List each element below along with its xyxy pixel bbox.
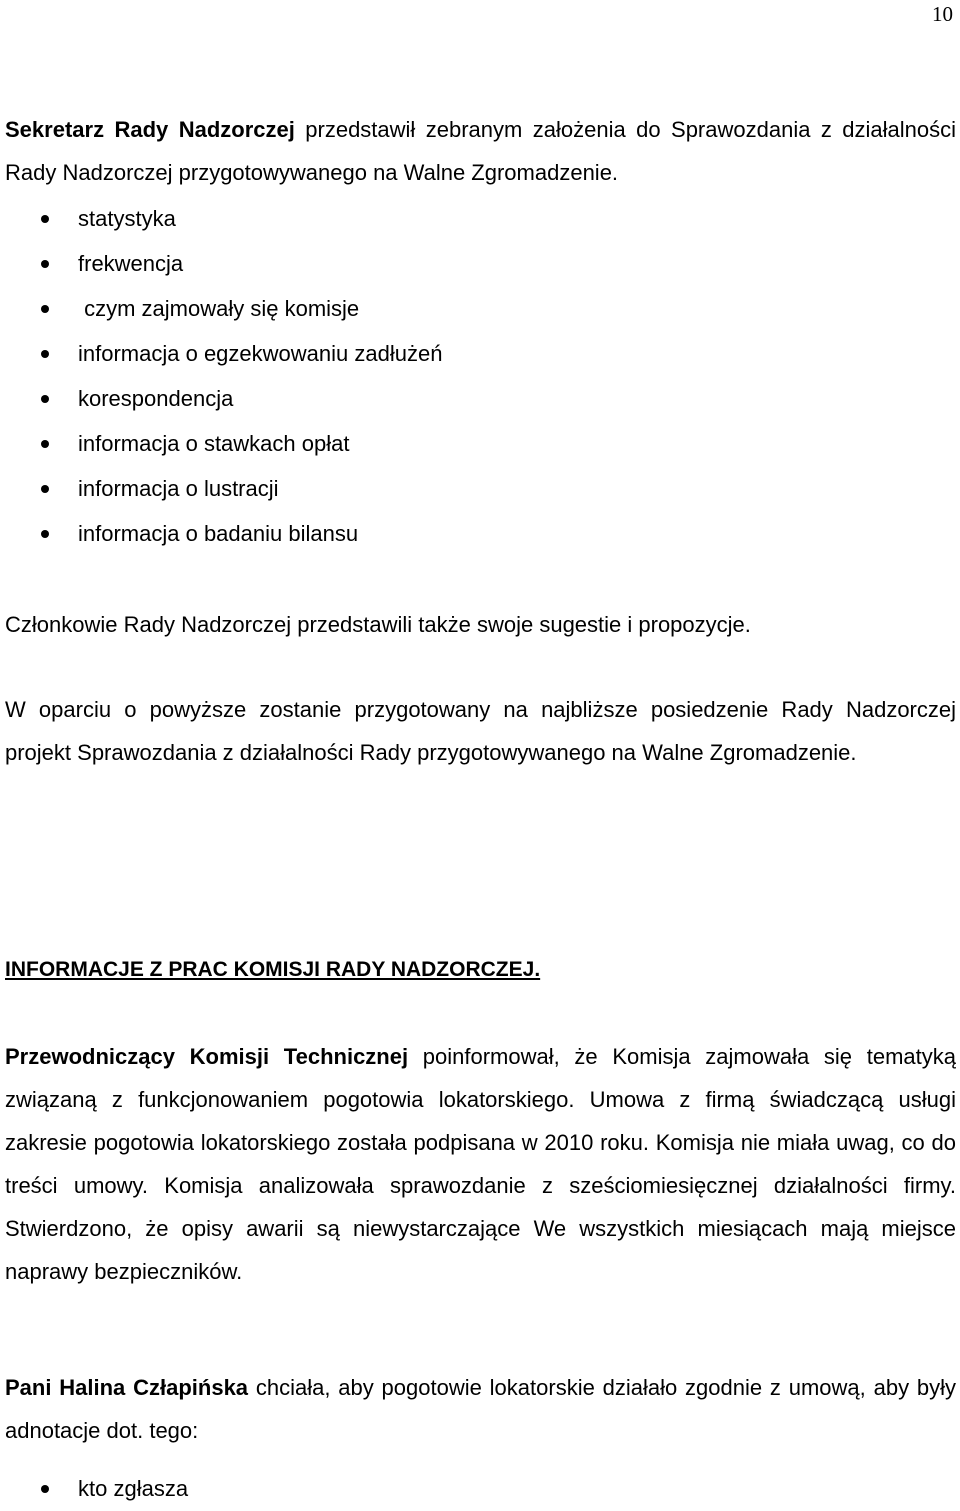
intro-text: przedstawił zebranym założenia do Sprawozdania z działalności Rady Nadzorczej przygotowywanego na Walne Zgromadzenie.: [5, 117, 957, 185]
technical-text: poinformował, że Komisja zajmowała się tematyką związaną z funkcjonowaniem pogotowia lokatorskiego. Umowa z firmą świadczącą usługi zakresie pogotowia lokatorskiego została podpisana w 2010 roku. Komisja nie miała uwag, co do treści umowy. Komisja analizowała sprawozdanie z sześciomiesięcznej działalności firmy. Stwierdzono, że opisy awarii są niewystarczające We wszystkich miesiącach mają miejsce naprawy bezpieczników.: [5, 1044, 956, 1284]
list-item: informacja o stawkach opłat: [0, 421, 442, 466]
list-item: korespondencja: [0, 376, 442, 421]
technical-speaker: Przewodniczący Komisji Technicznej: [5, 1044, 409, 1069]
list-item: kto zgłasza: [0, 1466, 188, 1511]
halina-paragraph: [5, 1366, 956, 1452]
list-item: informacja o lustracji: [0, 466, 442, 511]
list-item: informacja o egzekwowaniu zadłużeń: [0, 331, 442, 376]
intro-speaker: Sekretarz Rady Nadzorczej: [5, 117, 295, 142]
section-heading: INFORMACJE Z PRAC KOMISJI RADY NADZORCZEJ.: [5, 958, 541, 981]
halina-list: [0, 1466, 188, 1511]
page-number: 10: [932, 2, 953, 26]
bullet-icon: [41, 350, 49, 358]
list-item: statystyka: [0, 196, 442, 241]
bullet-icon: [41, 305, 49, 313]
bullet-icon: [41, 395, 49, 403]
bullet-icon: [41, 485, 49, 493]
halina-speaker: Pani Halina Człapińska: [5, 1375, 249, 1400]
bullet-icon: [41, 530, 49, 538]
bullet-icon: [41, 215, 49, 223]
topics-list: [0, 196, 442, 556]
intro-paragraph: [5, 108, 956, 194]
bullet-icon: [41, 1485, 49, 1493]
technical-paragraph: [5, 1035, 956, 1293]
bullet-icon: [41, 440, 49, 448]
list-item: frekwencja: [0, 241, 442, 286]
list-item: czym zajmowały się komisje: [0, 286, 442, 331]
halina-text: chciała, aby pogotowie lokatorskie działało zgodnie z umową, aby były adnotacje dot. tego:: [5, 1375, 957, 1443]
list-item: informacja o badaniu bilansu: [0, 511, 442, 556]
members-paragraph: Członkowie Rady Nadzorczej przedstawili także swoje sugestie i propozycje.: [5, 612, 751, 637]
bullet-icon: [41, 260, 49, 268]
plan-paragraph: W oparciu o powyższe zostanie przygotowany na najbliższe posiedzenie Rady Nadzorczej projekt Sprawozdania z działalności Rady przygotowywanego na Walne Zgromadzenie.: [5, 697, 956, 765]
